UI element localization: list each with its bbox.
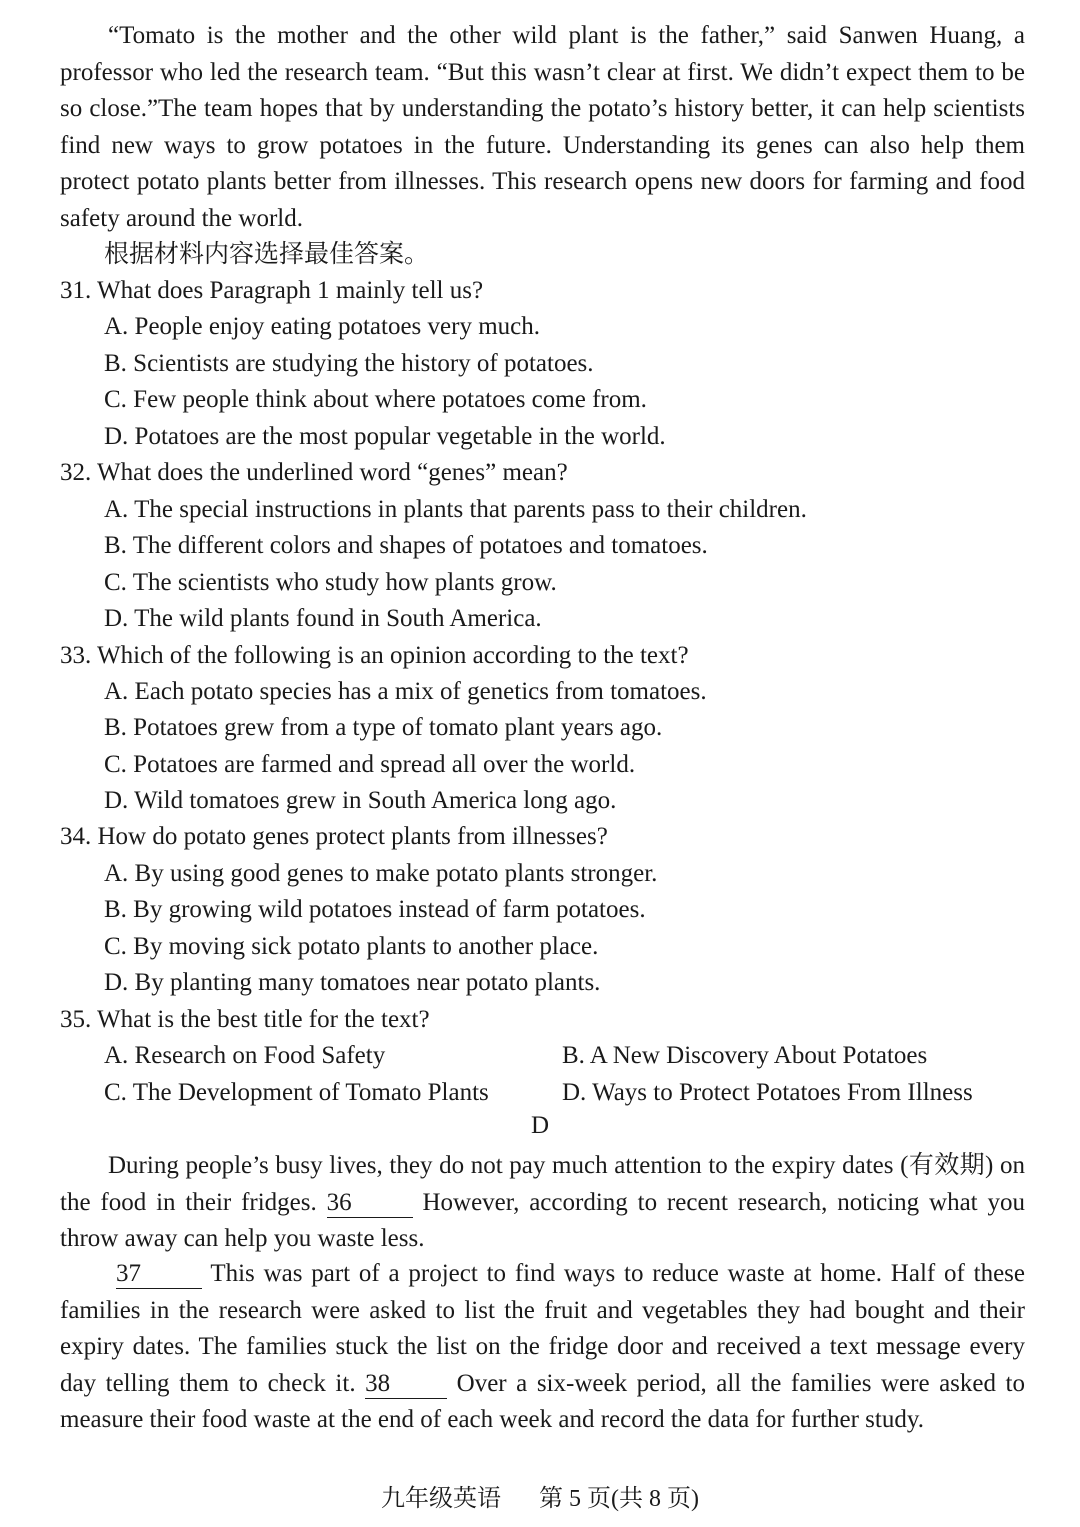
q35-option-c: C. The Development of Tomato Plants (104, 1079, 489, 1106)
p2-text-mid: This was part of a project to find ways to reduce waste at home. Half of these families in the research were asked to list the fruit and vegetables they had bought and their expiry dates. The families stuck the list on the fridge door and received a text message every day telling them to check it. (60, 1260, 1025, 1397)
q35-option-d: D. Ways to Protect Potatoes From Illness (562, 1079, 973, 1106)
q31-option-b: B. Scientists are studying the history of potatoes. (104, 350, 594, 377)
section-d-paragraph-2 (60, 1256, 1025, 1439)
q32-option-b: B. The different colors and shapes of potatoes and tomatoes. (104, 532, 708, 559)
question-33: 33. Which of the following is an opinion according to the text? (60, 642, 689, 669)
p1-text-after: However, according to recent research, noticing what you throw away can help you waste less. (60, 1188, 1025, 1253)
q35-option-a: A. Research on Food Safety (104, 1042, 386, 1069)
q32-option-d: D. The wild plants found in South America. (104, 605, 542, 632)
q33-option-a: A. Each potato species has a mix of genetics from tomatoes. (104, 678, 707, 705)
section-d-paragraph-1 (60, 1148, 1025, 1258)
question-35: 35. What is the best title for the text? (60, 1006, 430, 1033)
q35-option-b: B. A New Discovery About Potatoes (562, 1042, 928, 1069)
blank-36: 36 (327, 1189, 413, 1218)
passage-c-final-paragraph: “Tomato is the mother and the other wild plant is the father,” said Sanwen Huang, a professor who led the research team. “But this wasn’t clear at first. We didn’t expect them to be so close.”The team hopes that by understanding the potato’s history better, it can help scientists find new ways to grow potatoes in the future. Understanding its genes can also help them protect potato plants better from illnesses. This research opens new doors for farming and food safety around the world. (60, 22, 1025, 232)
blank-38: 38 (365, 1370, 447, 1399)
question-31: 31. What does Paragraph 1 mainly tell us? (60, 277, 484, 304)
q34-option-d: D. By planting many tomatoes near potato plants. (104, 969, 601, 996)
p1-text-before: During people’s busy lives, they do not pay much attention to the expiry dates (有效期) on the food in their fridges. (60, 1152, 1025, 1216)
page-footer (0, 1478, 1080, 1513)
q34-option-b: B. By growing wild potatoes instead of farm potatoes. (104, 896, 646, 923)
q31-option-c: C. Few people think about where potatoes come from. (104, 386, 647, 413)
q31-option-d: D. Potatoes are the most popular vegetable in the world. (104, 423, 666, 450)
q33-option-c: C. Potatoes are farmed and spread all over the world. (104, 751, 636, 778)
question-32: 32. What does the underlined word “genes” mean? (60, 459, 568, 486)
p2-text-after: Over a six-week period, all the families were asked to measure their food waste at the end of each week and record the data for further study. (60, 1369, 1025, 1434)
question-34: 34. How do potato genes protect plants from illnesses? (60, 823, 608, 850)
q32-option-a: A. The special instructions in plants that parents pass to their children. (104, 496, 807, 523)
section-d-heading: D (530, 1112, 550, 1139)
q31-option-a: A. People enjoy eating potatoes very much. (104, 313, 540, 340)
q34-option-a: A. By using good genes to make potato plants stronger. (104, 860, 658, 887)
q32-option-c: C. The scientists who study how plants grow. (104, 569, 557, 596)
footer-subject: 九年级英语 (381, 1486, 501, 1512)
q33-option-d: D. Wild tomatoes grew in South America long ago. (104, 787, 617, 814)
instruction-text: 根据材料内容选择最佳答案。 (104, 241, 430, 268)
blank-37: 37 (116, 1260, 202, 1289)
q34-option-c: C. By moving sick potato plants to another place. (104, 933, 599, 960)
footer-page-number: 第 5 页(共 8 页) (539, 1486, 699, 1512)
q33-option-b: B. Potatoes grew from a type of tomato plant years ago. (104, 714, 663, 741)
